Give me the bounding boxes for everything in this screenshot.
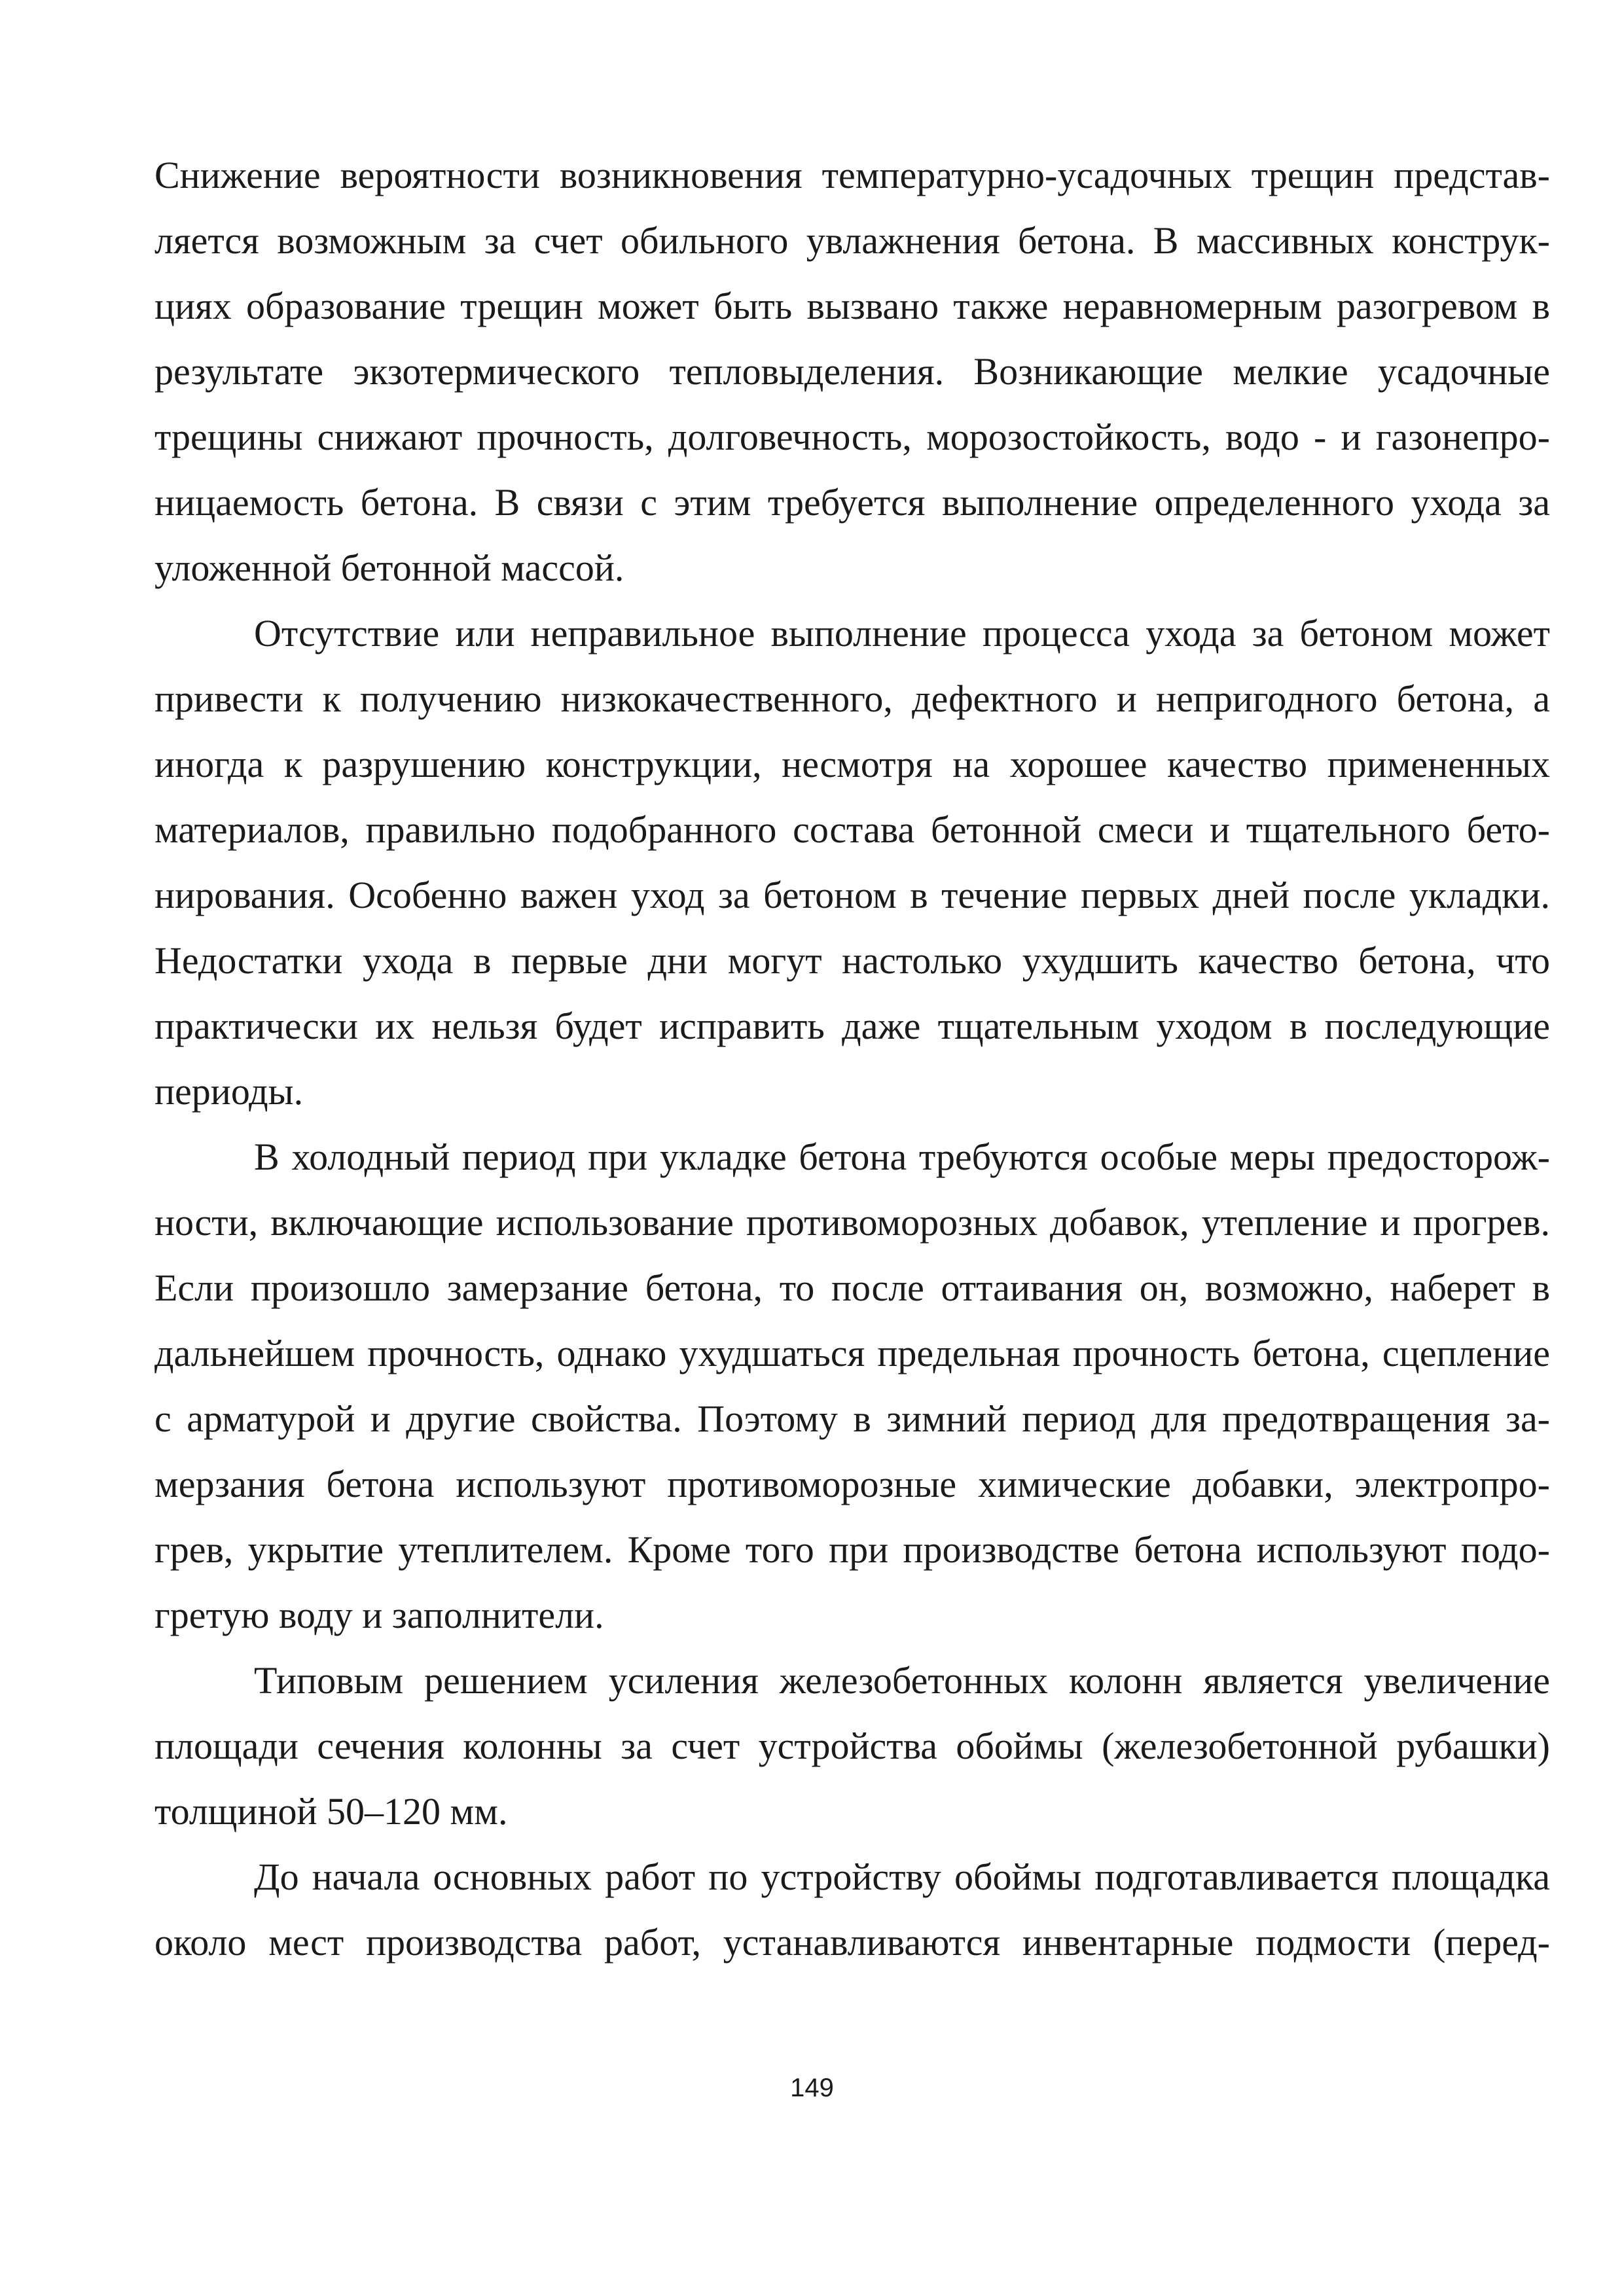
text-line: Отсутствие или неправильное выполнение процесса ухода за бетоном может bbox=[254, 612, 1550, 655]
text-line: результате экзотермического тепловыделения. Возникающие мелкие усадочные bbox=[154, 350, 1550, 393]
text-line: около мест производства работ, устанавливаются инвентарные подмости (перед- bbox=[154, 1921, 1550, 1964]
text-line: ности, включающие использование противоморозных добавок, утепление и прогрев. bbox=[154, 1201, 1550, 1244]
text-line: с арматурой и другие свойства. Поэтому в зимний период для предотвращения за- bbox=[154, 1397, 1550, 1440]
text-line: привести к получению низкокачественного, дефектного и непригодного бетона, а bbox=[154, 677, 1550, 720]
text-line: уложенной бетонной массой. bbox=[154, 547, 624, 589]
text-line: мерзания бетона используют противоморозные химические добавки, электропро- bbox=[154, 1463, 1550, 1505]
text-line: Недостатки ухода в первые дни могут настолько ухудшить качество бетона, что bbox=[154, 939, 1550, 982]
text-line: циях образование трещин может быть вызвано также неравномерным разогревом в bbox=[154, 285, 1550, 327]
text-line: материалов, правильно подобранного состава бетонной смеси и тщательного бето- bbox=[154, 808, 1550, 851]
page-number: 149 bbox=[790, 2073, 834, 2102]
text-line: трещины снижают прочность, долговечность, морозостойкость, водо - и газонепро- bbox=[154, 416, 1550, 458]
text-line: До начала основных работ по устройству обоймы подготавливается площадка bbox=[254, 1856, 1550, 1898]
text-line: площади сечения колонны за счет устройства обоймы (железобетонной рубашки) bbox=[154, 1725, 1550, 1767]
text-line: гретую воду и заполнители. bbox=[154, 1594, 604, 1636]
text-line: ницаемость бетона. В связи с этим требуется выполнение определенного ухода за bbox=[154, 481, 1550, 524]
text-line: иногда к разрушению конструкции, несмотря на хорошее качество примененных bbox=[154, 743, 1550, 785]
text-line: периоды. bbox=[154, 1070, 304, 1113]
text-line: ляется возможным за счет обильного увлажнения бетона. В массивных конструк- bbox=[154, 219, 1550, 262]
body-text bbox=[154, 143, 1550, 1975]
text-line: Типовым решением усиления железобетонных колонн является увеличение bbox=[254, 1659, 1550, 1702]
text-line: Если произошло замерзание бетона, то после оттаивания он, возможно, наберет в bbox=[154, 1266, 1550, 1309]
text-line: В холодный период при укладке бетона требуются особые меры предосторож- bbox=[254, 1136, 1550, 1178]
text-line: грев, укрытие утеплителем. Кроме того при производстве бетона используют подо- bbox=[154, 1528, 1550, 1571]
text-line: дальнейшем прочность, однако ухудшаться предельная прочность бетона, сцепление bbox=[154, 1332, 1550, 1374]
text-line: практически их нельзя будет исправить даже тщательным уходом в последующие bbox=[154, 1005, 1550, 1047]
text-line: Снижение вероятности возникновения температурно-усадочных трещин представ- bbox=[154, 154, 1550, 196]
text-line: толщиной 50–120 мм. bbox=[154, 1790, 508, 1833]
text-line: нирования. Особенно важен уход за бетоном в течение первых дней после укладки. bbox=[154, 874, 1550, 916]
